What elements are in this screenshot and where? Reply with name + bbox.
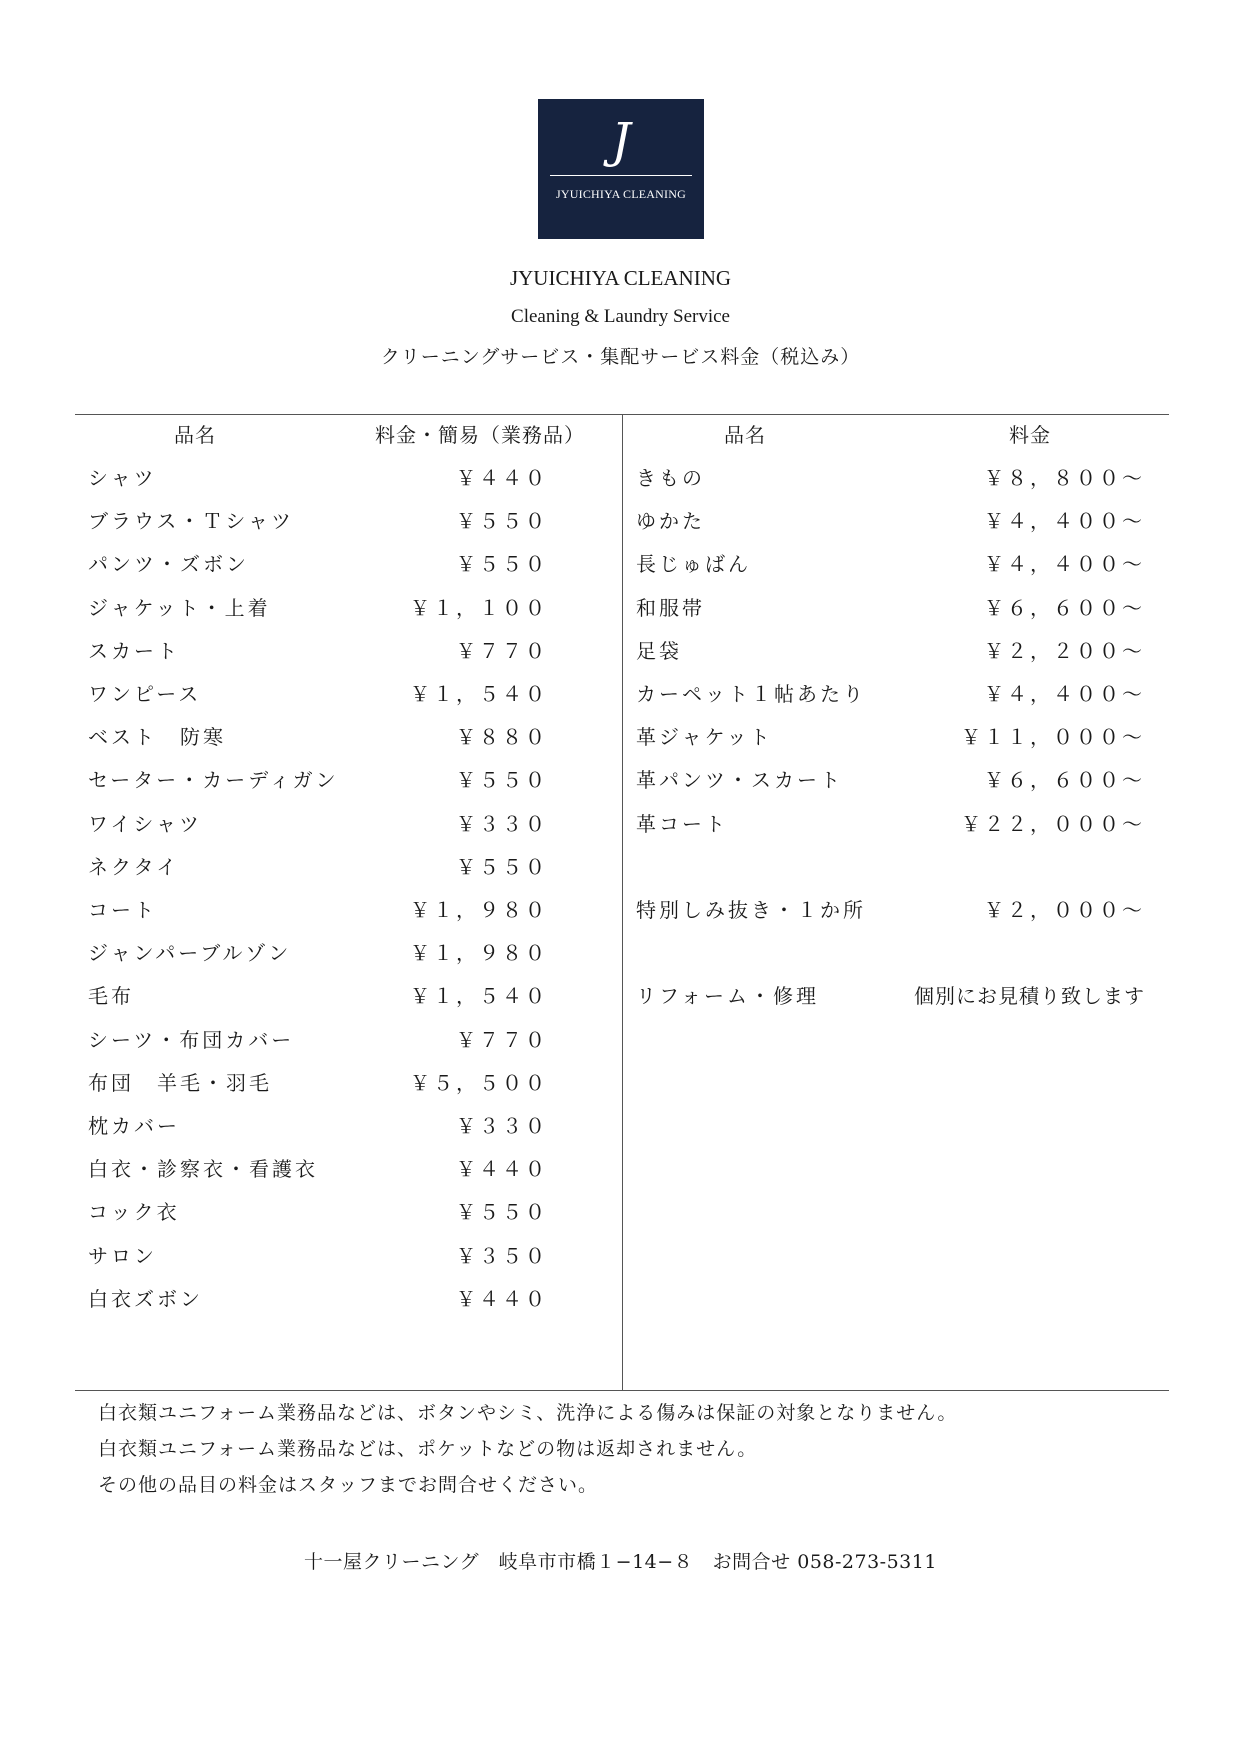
logo-wordmark: JYUICHIYA CLEANING: [556, 187, 686, 201]
left-item-name: シーツ・布団カバー: [88, 1027, 295, 1052]
service-description: クリーニングサービス・集配サービス料金（税込み）: [380, 346, 861, 368]
left-item-price: ￥１，５４０: [410, 984, 548, 1009]
right-header-item: 品名: [724, 423, 766, 447]
right-item-name: きもの: [636, 466, 705, 490]
left-item-name: ジャケット・上着: [88, 595, 271, 620]
right-item-price: ￥４，４００～: [984, 552, 1145, 577]
right-item-name: 革パンツ・スカート: [636, 768, 843, 793]
left-item-price: ￥７７０: [456, 638, 548, 663]
right-item-price: ￥４，４００～: [984, 509, 1145, 534]
table-bottom-rule: [75, 1390, 1169, 1391]
left-item-name: シャツ: [88, 466, 157, 490]
left-item-price: ￥１，９８０: [410, 898, 548, 922]
left-item-name: サロン: [88, 1243, 157, 1268]
left-item-price: ￥５５０: [456, 552, 548, 577]
left-item-name: ワンピース: [88, 682, 202, 706]
left-item-price: ￥７７０: [456, 1027, 548, 1052]
right-item-name: 長じゅばん: [636, 552, 751, 577]
left-item-name: セーター・カーディガン: [88, 768, 339, 793]
right-item-name: 革コート: [636, 811, 728, 836]
left-item-price: ￥１，５４０: [410, 682, 548, 706]
left-item-price: ￥５５０: [456, 854, 548, 879]
logo-monogram: J: [611, 113, 631, 169]
left-item-price: ￥１，９８０: [410, 941, 548, 966]
right-header-price: 料金: [1009, 423, 1051, 447]
right-item-name: 革ジャケット: [636, 725, 773, 750]
page-subtitle: Cleaning & Laundry Service: [511, 306, 730, 327]
right-item-name: 足袋: [636, 638, 682, 663]
note-line: 白衣類ユニフォーム業務品などは、ボタンやシミ、洗浄による傷みは保証の対象となりません。: [98, 1402, 958, 1424]
left-item-name: コック衣: [88, 1200, 180, 1225]
right-item-name: 和服帯: [636, 595, 705, 620]
right-item-name: ゆかた: [636, 509, 705, 534]
right-item-price: ￥２，０００～: [984, 898, 1145, 922]
brand-logo: [538, 99, 704, 239]
left-item-name: パンツ・ズボン: [88, 552, 249, 577]
left-item-price: ￥４４０: [456, 1157, 548, 1182]
right-item-price: ￥６，６００～: [984, 595, 1145, 620]
left-item-price: ￥４４０: [456, 466, 548, 490]
shop-contact-footer: 十一屋クリーニング 岐阜市市橋１−14−８ お問合せ 058-273-5311: [304, 1551, 937, 1573]
left-item-name: 毛布: [88, 984, 134, 1009]
note-line: その他の品目の料金はスタッフまでお問合せください。: [98, 1474, 599, 1496]
left-item-name: コート: [88, 898, 157, 922]
left-item-price: ￥３５０: [456, 1243, 548, 1268]
left-item-name: ワイシャツ: [88, 811, 202, 836]
left-header-price: 料金・簡易（業務品）: [375, 423, 585, 447]
left-item-price: ￥８８０: [456, 725, 548, 750]
page-title: JYUICHIYA CLEANING: [509, 266, 732, 290]
left-item-price: ￥３３０: [456, 1114, 548, 1138]
right-item-price: 個別にお見積り致します: [914, 984, 1145, 1009]
left-item-price: ￥３３０: [456, 811, 548, 836]
left-item-name: ブラウス・Ｔシャツ: [88, 509, 294, 534]
left-item-price: ￥５，５００: [410, 1070, 548, 1095]
left-item-name: 白衣・診察衣・看護衣: [88, 1157, 318, 1182]
right-item-price: ￥２２，０００～: [961, 811, 1145, 836]
left-item-name: ジャンパーブルゾン: [88, 941, 292, 966]
left-header-item: 品名: [174, 423, 216, 447]
left-item-price: ￥５５０: [456, 768, 548, 793]
left-item-price: ￥５５０: [456, 1200, 548, 1225]
right-item-price: ￥４，４００～: [984, 682, 1145, 706]
left-item-name: 布団 羊毛・羽毛: [88, 1070, 272, 1095]
right-item-name: 特別しみ抜き・１か所: [636, 898, 866, 922]
right-item-name: カーペット１帖あたり: [636, 682, 866, 706]
left-item-name: ネクタイ: [88, 854, 180, 879]
left-item-price: ￥１，１００: [410, 595, 548, 620]
right-item-name: リフォーム・修理: [636, 984, 819, 1009]
right-item-price: ￥１１，０００～: [961, 725, 1145, 750]
right-item-price: ￥２，２００～: [984, 638, 1145, 663]
left-item-price: ￥５５０: [456, 509, 548, 534]
left-item-name: ベスト 防寒: [88, 725, 226, 750]
left-item-name: 枕カバー: [88, 1114, 180, 1138]
table-column-divider: [622, 414, 623, 1390]
left-item-price: ￥４４０: [456, 1286, 548, 1311]
note-line: 白衣類ユニフォーム業務品などは、ポケットなどの物は返却されません。: [98, 1438, 758, 1460]
left-item-name: スカート: [88, 638, 180, 663]
left-item-name: 白衣ズボン: [88, 1286, 203, 1311]
logo-divider: [550, 175, 692, 176]
right-item-price: ￥６，６００～: [984, 768, 1145, 793]
right-item-price: ￥８，８００～: [984, 466, 1145, 490]
